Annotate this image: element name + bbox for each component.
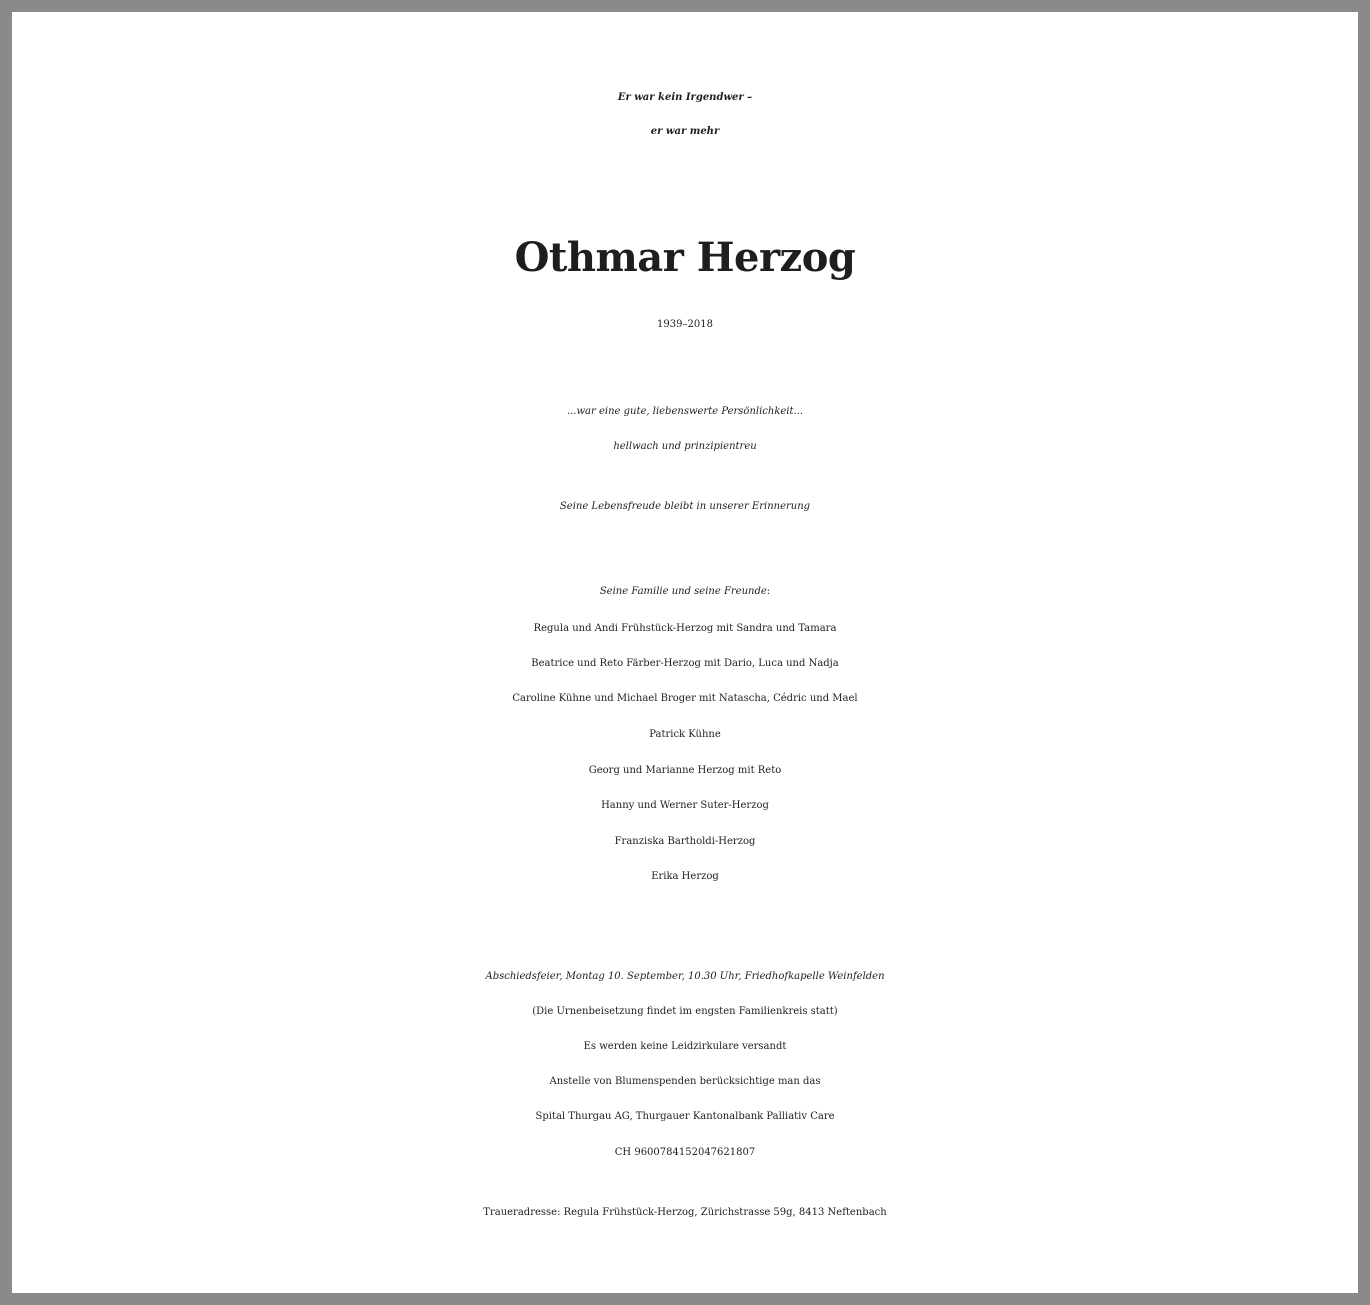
mourner-name: Regula und Andi Frühstück-Herzog mit Sandra und Tamara: [533, 623, 837, 634]
mourner-name: Hanny und Werner Suter-Herzog: [601, 800, 769, 811]
mourner-name: Patrick Kühne: [649, 729, 721, 740]
motto-line-2: er war mehr: [650, 126, 720, 137]
no-circulars-note: Es werden keine Leidzirkulare versandt: [583, 1041, 787, 1052]
tribute-line-1: ...war eine gute, liebenswerte Persönlichkeit...: [566, 406, 804, 417]
deceased-name: Othmar Herzog: [514, 234, 856, 281]
urn-note: (Die Urnenbeisetzung findet im engsten Familienkreis statt): [532, 1006, 838, 1017]
mourners-heading-text: Seine Familie und seine Freunde: [599, 586, 767, 597]
motto-line-1: Er war kein Irgendwer –: [617, 92, 753, 103]
mourner-name: Caroline Kühne und Michael Broger mit Natascha, Cédric und Mael: [512, 693, 858, 704]
mourning-address: Traueradresse: Regula Frühstück-Herzog, Zürichstrasse 59g, 8413 Neftenbach: [483, 1207, 887, 1218]
tribute-line-2: hellwach und prinzipientreu: [613, 441, 757, 452]
mourner-name: Franziska Bartholdi-Herzog: [614, 836, 756, 847]
donation-intro: Anstelle von Blumenspenden berücksichtige man das: [549, 1076, 821, 1087]
memory-line: Seine Lebensfreude bleibt in unserer Erinnerung: [559, 501, 811, 512]
mourners-heading: [12, 575, 1358, 609]
farewell-ceremony: Abschiedsfeier, Montag 10. September, 10.30 Uhr, Friedhofkapelle Weinfelden: [485, 971, 885, 982]
obituary-notice: [12, 12, 1358, 1293]
life-years: 1939–2018: [657, 319, 713, 330]
mourner-name: Georg und Marianne Herzog mit Reto: [588, 765, 782, 776]
donation-iban: CH 9600784152047621807: [614, 1147, 756, 1158]
donation-recipient: Spital Thurgau AG, Thurgauer Kantonalbank Palliativ Care: [535, 1111, 835, 1122]
mourner-name: Beatrice und Reto Färber-Herzog mit Dario, Luca und Nadja: [531, 658, 839, 669]
mourners-heading-colon: :: [766, 586, 771, 597]
mourner-name: Erika Herzog: [651, 871, 719, 882]
